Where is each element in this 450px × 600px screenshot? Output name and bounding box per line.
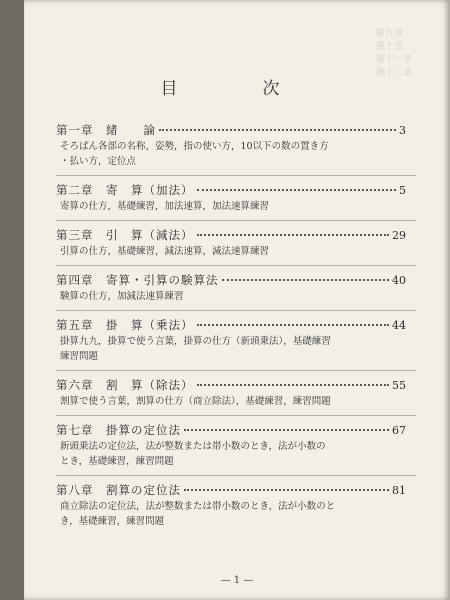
- page-number: 5: [399, 184, 406, 197]
- toc-entry-heading-row: [56, 227, 406, 244]
- chapter-description-line: 験算の仕方，加減法速算練習: [60, 291, 184, 302]
- page-footer-number: — 1 —: [220, 575, 254, 586]
- chapter-description-line: 寄算の仕方，基礎練習，加法速算，加法速算練習: [60, 201, 270, 212]
- page-number: 81: [392, 484, 406, 497]
- divider: [56, 415, 416, 416]
- divider: [56, 370, 416, 371]
- divider: [56, 265, 416, 266]
- chapter-title: 第三章 引 算（減法）: [56, 228, 194, 242]
- chapter-title: 第四章 寄算・引算の験算法: [56, 273, 219, 287]
- toc-entry: [56, 182, 406, 214]
- chapter-description-line: き，基礎練習，練習問題: [60, 516, 165, 527]
- toc-entry-heading-row: [56, 317, 406, 334]
- chapter-description-line: 新頭乗法の定位法，法が整数または帯小数のとき，法が小数の: [60, 441, 326, 452]
- chapter-title: 第八章 割算の定位法: [56, 483, 181, 497]
- chapter-title: 第七章 掛算の定位法: [56, 423, 181, 437]
- leader-dots: [197, 234, 390, 236]
- leader-dots: [184, 429, 389, 431]
- page-number: 3: [399, 124, 406, 137]
- chapter-description-line: 割算で使う言葉，割算の仕方（商立除法），基礎練習，練習問題: [60, 396, 331, 407]
- page-number: 44: [392, 319, 406, 332]
- page-number: 67: [392, 424, 406, 437]
- chapter-title: 第六章 割 算（除法）: [56, 378, 194, 392]
- book-page: [24, 0, 450, 600]
- divider: [56, 475, 416, 476]
- leader-dots: [197, 189, 397, 191]
- chapter-description-line: 引算の仕方，基礎練習，減法速算，減法速算練習: [60, 246, 270, 257]
- toc-entry: [56, 122, 406, 169]
- chapter-description-line: ・払い方，定位点: [60, 156, 137, 167]
- toc-entry: [56, 227, 406, 259]
- chapter-description-line: とき，基礎練習，練習問題: [60, 456, 174, 467]
- toc-entry-heading-row: [56, 422, 406, 439]
- leader-dots: [184, 489, 389, 491]
- table-of-contents: [56, 122, 406, 535]
- chapter-description-line: 商立除法の定位法，法が整数または帯小数のとき，法が小数のと: [60, 501, 336, 512]
- divider: [56, 310, 416, 311]
- leader-dots: [222, 279, 390, 281]
- toc-entry: [56, 317, 406, 364]
- chapter-description-line: そろばん各部の名称，姿勢，指の使い方，10以下の数の置き方: [60, 141, 329, 152]
- toc-entry: [56, 482, 406, 529]
- chapter-title: 第二章 寄 算（加法）: [56, 183, 194, 197]
- page-number: 40: [392, 274, 406, 287]
- page-number: 55: [392, 379, 406, 392]
- chapter-description-line: 掛算九九，掛算で使う言葉，掛算の仕方（新頭乗法），基礎練習: [60, 336, 331, 347]
- toc-entry: [56, 272, 406, 304]
- leader-dots: [197, 324, 390, 326]
- leader-dots: [159, 129, 396, 131]
- divider: [56, 175, 416, 176]
- toc-entry-heading-row: [56, 272, 406, 289]
- toc-entry: [56, 377, 406, 409]
- toc-entry-heading-row: [56, 122, 406, 139]
- chapter-title: 第五章 掛 算（乗法）: [56, 318, 194, 332]
- chapter-title: 第一章 緒 論: [56, 123, 156, 137]
- divider: [56, 220, 416, 221]
- toc-entry-heading-row: [56, 482, 406, 499]
- toc-entry-heading-row: [56, 182, 406, 199]
- chapter-description-line: 練習問題: [60, 351, 99, 362]
- toc-entry-heading-row: [56, 377, 406, 394]
- bleed-through-text: 第九章 第十章 第十一章 第十二章: [376, 29, 413, 78]
- leader-dots: [197, 384, 390, 386]
- toc-entry: [56, 422, 406, 469]
- page-title: 目 次: [160, 79, 314, 99]
- page-number: 29: [392, 229, 406, 242]
